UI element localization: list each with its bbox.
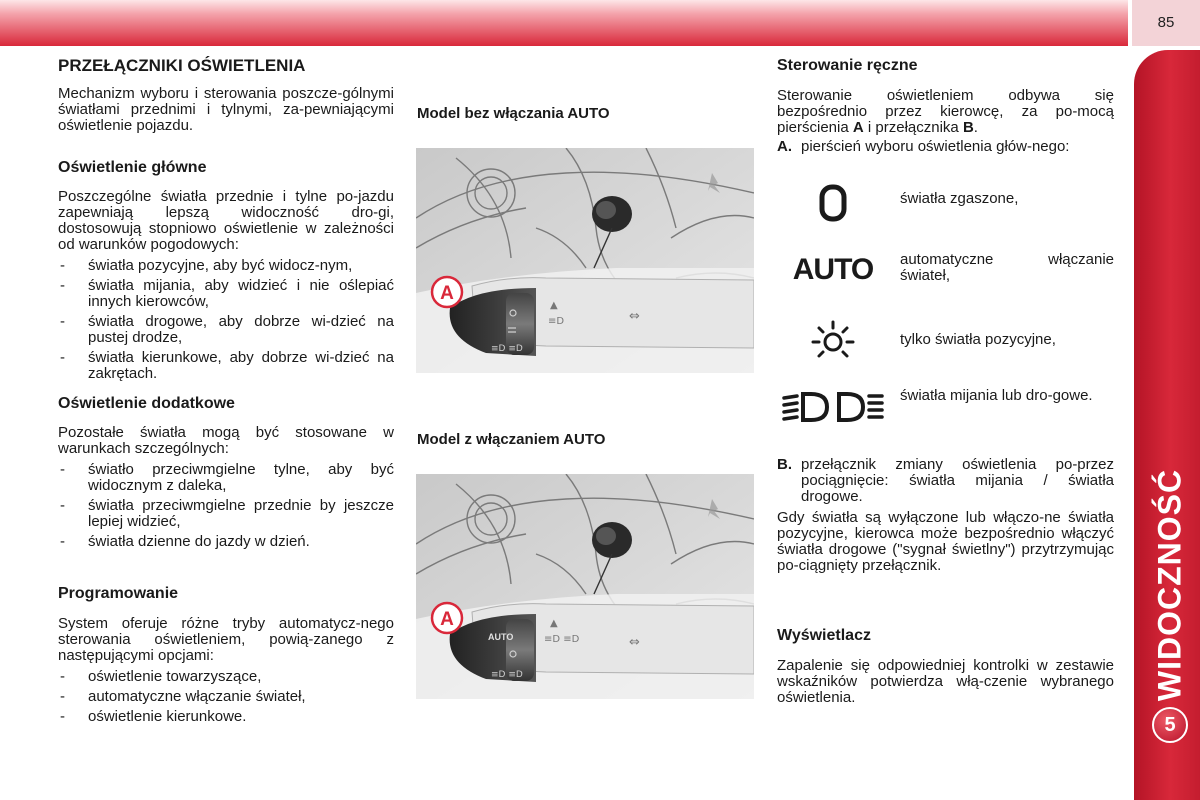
legend-text: światła mijania lub dro-gowe.: [900, 387, 1093, 404]
main-lights-list: [58, 258, 394, 382]
zero-symbol-icon: [777, 183, 889, 223]
legend-text: automatyczne włączanie świateł,: [900, 251, 1114, 284]
dipped-main-beam-icon: [777, 387, 889, 427]
list-item: - oświetlenie towarzyszące,: [58, 669, 394, 685]
left-column: [58, 56, 394, 729]
legend-text: tylko światła pozycyjne,: [900, 331, 1056, 348]
item-b: [777, 457, 1114, 505]
extra-lights-list: [58, 462, 394, 550]
chapter-title: WIDOCZNOŚĆ: [1151, 468, 1188, 702]
main-lights-heading: Oświetlenie główne: [58, 159, 207, 176]
item-a-text: pierścień wyboru oświetlenia głów-nego:: [801, 138, 1070, 155]
list-item: - światła drogowe, aby dobrze wi-dzieć na pustej drodze,: [58, 314, 394, 346]
model-with-auto-heading: Model z włączaniem AUTO: [417, 431, 606, 448]
svg-text:≡D ≡D: ≡D ≡D: [491, 670, 523, 680]
svg-text:≡D ≡D: ≡D ≡D: [544, 634, 580, 645]
display-text: Zapalenie się odpowiedniej kontrolki w zestawie wskaźników potwierdza włą-czenie wybranego oświetlenia.: [777, 657, 1114, 706]
light-switch-illustration-manual: [416, 148, 754, 373]
item-b-key: B.: [777, 456, 792, 473]
list-item: - światła dzienne do jazdy w dzień.: [58, 534, 394, 550]
list-item: - światła mijania, aby widzieć i nie oślepiać innych kierowców,: [58, 278, 394, 310]
svg-text:▲: ▲: [550, 618, 558, 629]
list-item: - światła pozycyjne, aby być widocz-nym,: [58, 258, 394, 274]
list-item: - światła kierunkowe, aby dobrze wi-dzieć na zakrętach.: [58, 350, 394, 382]
main-lights-text: Poszczególne światła przednie i tylne po-jazdu zapewniają lepszą widoczność dro-gi, dostosowują stopniowo oświetlenie w zależności od warunków pogodowych:: [58, 188, 394, 253]
list-item: - światło przeciwmgielne tylne, aby być widocznym z daleka,: [58, 462, 394, 494]
list-item: - automatyczne włączanie świateł,: [58, 689, 394, 705]
list-item: - światła przeciwmgielne przednie by jeszcze lepiej widzieć,: [58, 498, 394, 530]
list-item: - oświetlenie kierunkowe.: [58, 709, 394, 725]
page-number: 85: [1157, 14, 1175, 31]
position-light-icon: [777, 318, 889, 366]
auto-ring-label: AUTO: [488, 632, 514, 642]
callout-a-label: A: [440, 283, 454, 304]
programming-list: [58, 669, 394, 725]
programming-heading: Programowanie: [58, 585, 179, 602]
extra-lights-text: Pozostałe światła mogą być stosowane w warunkach szczególnych:: [58, 424, 394, 457]
intro-paragraph: Mechanizm wyboru i sterowania poszcze-gólnymi światłami przednimi i tylnymi, za-pewniającymi oświetlenie pojazdu.: [58, 85, 394, 134]
chapter-number-badge: 5: [1152, 707, 1188, 743]
callout-a-label: A: [440, 609, 454, 630]
flash-lights-text: Gdy światła są wyłączone lub włączo-ne światła pozycyjne, kierowca może bezpośrednio włączyć światła drogowe ("sygnał świetlny") przytrzymując po-ciągnięty przełącznik.: [777, 509, 1114, 574]
hazard-symbol: ⇔: [629, 635, 640, 650]
item-b-text: przełącznik zmiany oświetlenia po-przez pociągnięcie: światła mijania / światła drogowe.: [801, 456, 1114, 505]
ring-position-legend: [777, 155, 1114, 455]
svg-text:≡D ≡D: ≡D ≡D: [491, 344, 523, 354]
display-heading: Wyświetlacz: [777, 627, 871, 644]
item-a-key: A.: [777, 138, 792, 155]
auto-symbol-icon: AUTO: [792, 253, 874, 286]
light-switch-illustration-auto: [416, 474, 754, 699]
middle-column: [416, 0, 756, 800]
manual-control-heading: Sterowanie ręczne: [777, 57, 918, 74]
legend-text: światła zgaszone,: [900, 190, 1019, 207]
svg-text:▲: ▲: [550, 300, 558, 311]
section-title: PRZEŁĄCZNIKI OŚWIETLENIA: [58, 56, 306, 75]
item-a: [777, 139, 1114, 155]
hazard-symbol: ⇔: [629, 309, 640, 324]
model-without-auto-heading: Model bez włączania AUTO: [417, 105, 610, 122]
right-column: [777, 56, 1114, 706]
extra-lights-heading: Oświetlenie dodatkowe: [58, 395, 235, 412]
manual-control-text: Sterowanie oświetleniem odbywa się bezpośrednio przez kierowcę, za po-mocą pierścienia A i przełącznika B.: [777, 87, 1114, 136]
svg-text:≡D: ≡D: [548, 316, 565, 327]
programming-text: System oferuje różne tryby automatycz-nego sterowania oświetleniem, powią-zanego z następującymi opcjami:: [58, 615, 394, 664]
